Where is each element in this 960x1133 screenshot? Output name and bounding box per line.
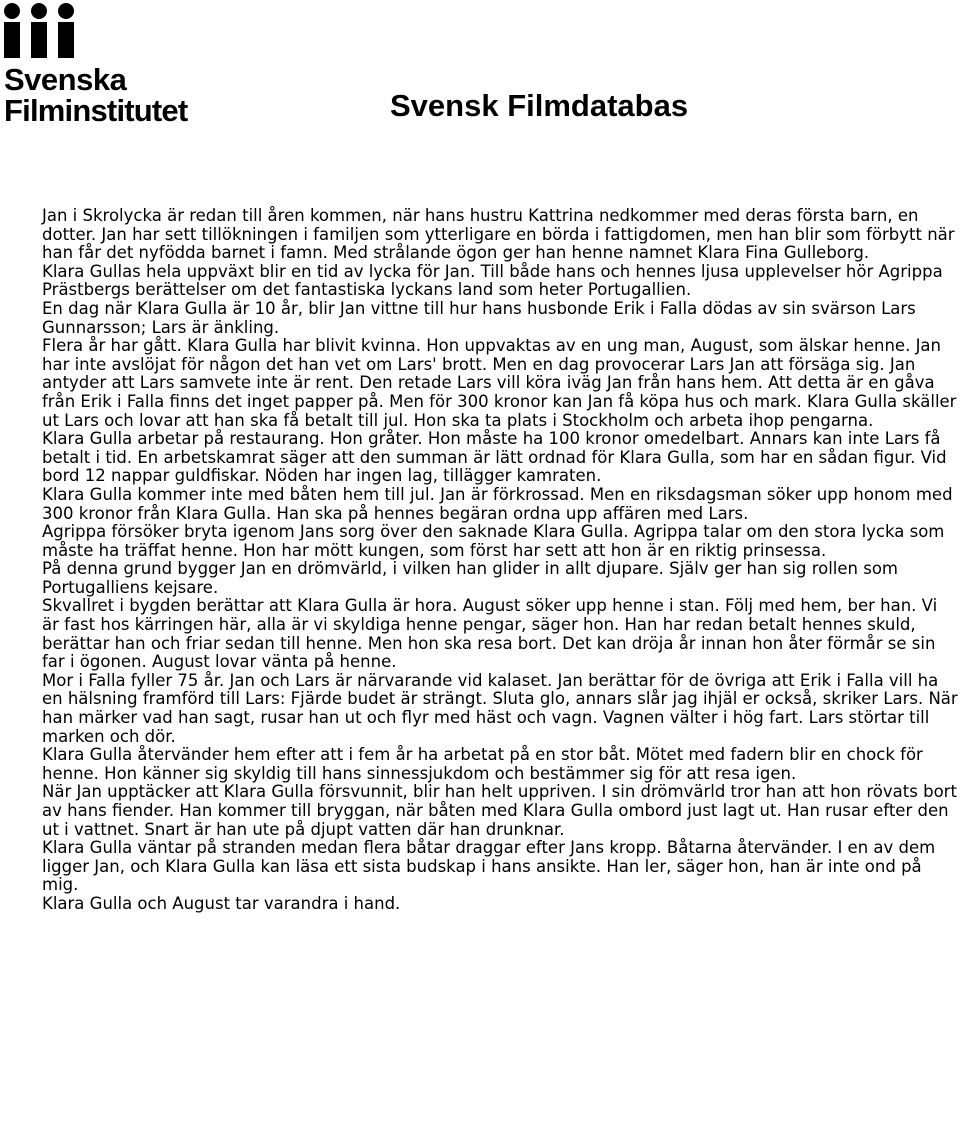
synopsis-paragraph: Klara Gulla återvänder hem efter att i fem år ha arbetat på en stor båt. Mötet med fadern blir en chock för henne. Hon känner sig skyldig till hans sinnessjukdom och bestämmer sig för att resa igen. xyxy=(42,745,923,783)
synopsis xyxy=(42,207,958,914)
synopsis-paragraph: Klara Gulla och August tar varandra i hand. xyxy=(42,893,401,913)
synopsis-paragraph: Klara Gulla väntar på stranden medan flera båtar draggar efter Jans kropp. Båtarna återvänder. I en av dem ligger Jan, och Klara Gulla kan läsa ett sista budskap i hans ansikte. Han ler, säger hon, han är inte ond på mig. xyxy=(42,838,936,895)
logo-dot-2 xyxy=(31,3,47,19)
synopsis-paragraph: Jan i Skrolycka är redan till åren kommen, när hans hustru Kattrina nedkommer med deras första barn, en dotter. Jan har sett tillökningen i familjen som ytterligare en börda i fattigdomen, men han blir som förbytt när han får det nyfödda barnet i famn. Med strålande ögon ger han henne namnet Klara Fina Gulleborg. xyxy=(42,206,955,263)
logo-wordmark-line1: Svenska xyxy=(4,62,127,97)
logo-wordmark-line2: Filminstitutet xyxy=(4,93,188,128)
synopsis-paragraph: Agrippa försöker bryta igenom Jans sorg över den saknade Klara Gulla. Agrippa talar om den stora lycka som måste ha träffat henne. Hon har mött kungen, som först har sett att hon är en riktig prinsessa. xyxy=(42,522,945,560)
synopsis-paragraph: När Jan upptäcker att Klara Gulla försvunnit, blir han helt uppriven. I sin drömvärld tror han att hon rövats bort av hans fiender. Han kommer till bryggan, när båten med Klara Gulla ombord just lagt ut. Han rusar efter den ut i vattnet. Snart är han ute på djupt vatten där han drunknar. xyxy=(42,782,957,839)
logo-block-1 xyxy=(4,22,20,58)
logo-dot-1 xyxy=(4,3,20,19)
synopsis-paragraph: En dag när Klara Gulla är 10 år, blir Jan vittne till hur hans husbonde Erik i Falla dödas av sin svärson Lars Gunnarsson; Lars är änkling. xyxy=(42,298,916,337)
logo xyxy=(2,2,202,127)
synopsis-paragraph: Klara Gullas hela uppväxt blir en tid av lycka för Jan. Till både hans och hennes ljusa upplevelser hör Agrippa Prästbergs berättelser om det fantastiska lyckans land som heter Portugallien. xyxy=(42,261,943,300)
site-title: Svensk Filmdatabas xyxy=(390,88,689,123)
synopsis-paragraph: Skvallret i bygden berättar att Klara Gulla är hora. August söker upp henne i stan. Följ med hem, ber han. Vi är fast hos kärringen här, alla är vi skyldiga henne pengar, säger hon. Han har redan betalt hennes skuld, berättar han och friar sedan till henne. Men hon ska resa bort. Det kan dröja år innan hon åter förmår se sin far i ögonen. August lovar vänta på henne. xyxy=(42,596,938,672)
synopsis-paragraph: Mor i Falla fyller 75 år. Jan och Lars är närvarande vid kalaset. Jan berättar för de övriga att Erik i Falla vill ha en hälsning framförd till Lars: Fjärde budet är strängt. Sluta glo, annars slår jag ihjäl er också, skriker Lars. När han märker vad han sagt, rusar han ut och flyr med häst och vagn. Vagnen välter i hög fart. Lars störtar till marken och dör. xyxy=(42,670,958,746)
logo-block-3 xyxy=(58,22,74,58)
synopsis-paragraph: På denna grund bygger Jan en drömvärld, i vilken han glider in allt djupare. Själv ger han sig rollen som Portugalliens kejsare. xyxy=(42,559,899,597)
synopsis-paragraph: Flera år har gått. Klara Gulla har blivit kvinna. Hon uppvaktas av en ung man, August, som älskar henne. Jan har inte avslöjat för någon det han vet om Lars' brott. Men en dag provocerar Lars Jan att försäga sig. Jan antyder att Lars samvete inte är rent. Den retade Lars vill köra iväg Jan från hans hem. Att detta är en gåva från Erik i Falla finns det inget papper på. Men för 300 kronor kan Jan få köpa hus och mark. Klara Gulla skäller ut Lars och lovar att han ska få betalt till jul. Hon ska ta plats i Stockholm och arbeta ihop pengarna. xyxy=(42,336,957,430)
logo-mark xyxy=(2,2,82,60)
logo-block-2 xyxy=(31,22,47,58)
synopsis-paragraph: Klara Gulla kommer inte med båten hem till jul. Jan är förkrossad. Men en riksdagsman söker upp honom med 300 kronor från Klara Gulla. Han ska på hennes begäran ordna upp affären med Lars. xyxy=(42,484,953,523)
logo-dot-3 xyxy=(58,3,74,19)
synopsis-paragraph: Klara Gulla arbetar på restaurang. Hon gråter. Hon måste ha 100 kronor omedelbart. Annars kan inte Lars få betalt i tid. En arbetskamrat säger att den summan är lätt ordnad för Klara Gulla, som har en sådan figur. Vid bord 12 nappar guldfiskar. Nöden har ingen lag, tillägger kamraten. xyxy=(42,429,947,486)
